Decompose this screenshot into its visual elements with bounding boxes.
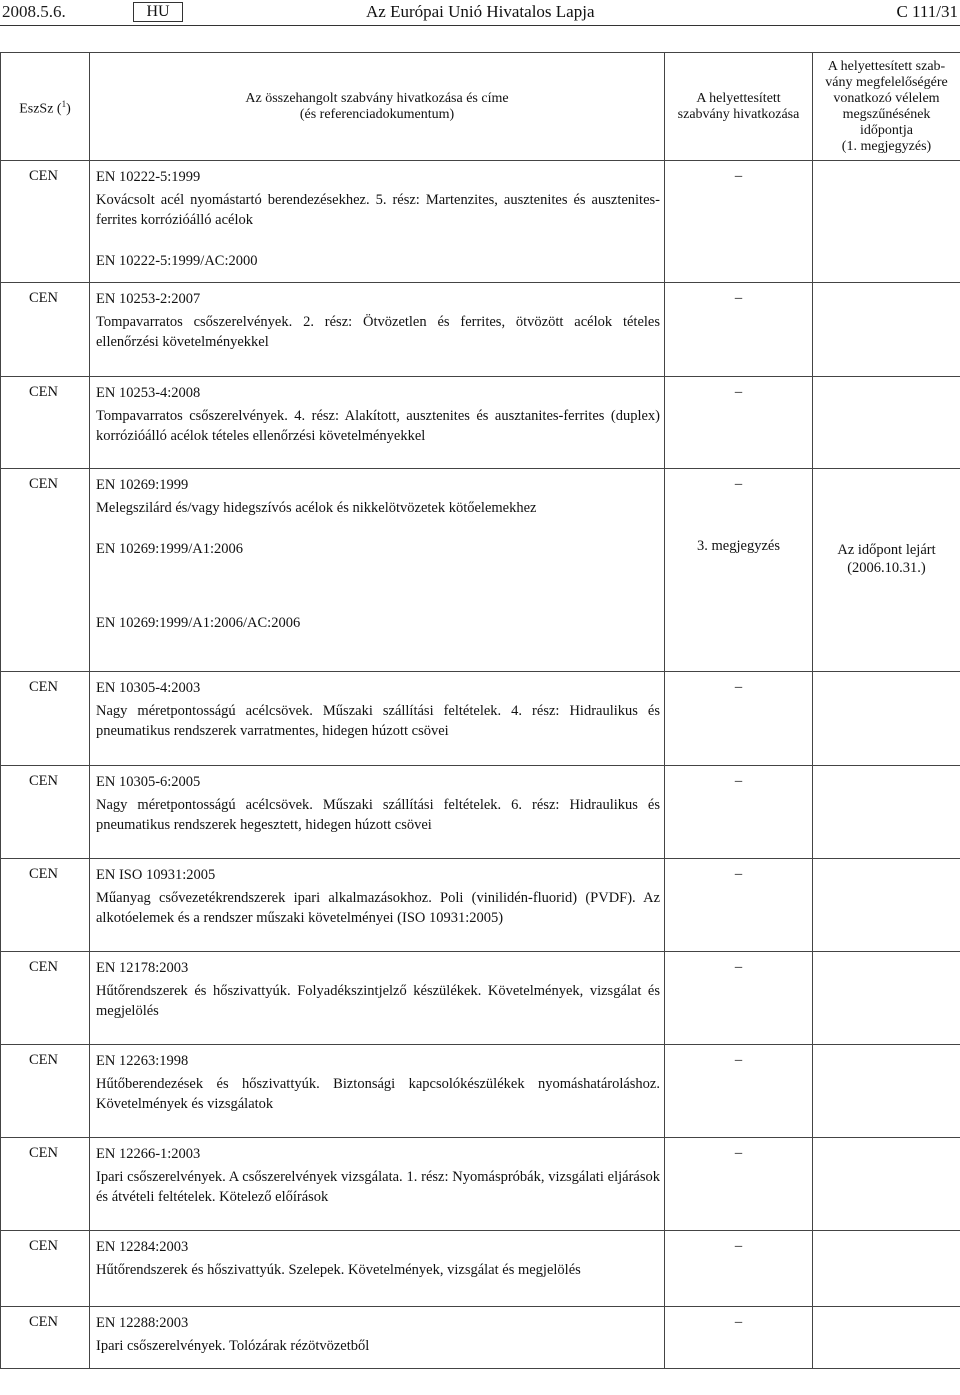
- standard-title: Nagy méretpontosságú acélcsövek. Műszaki szállítási feltételek. 4. rész: Hidraulikus és pneumatikus rendszerek varratmentes, hidegen húzott csövei: [96, 703, 660, 739]
- standard-title: Hűtőberendezések és hőszivattyúk. Biztonsági kapcsolókészülékek nyomáshatároláshoz. Követelmények és vizsgálatok: [96, 1076, 660, 1112]
- standard-code: EN 10253-2:2007: [96, 291, 201, 307]
- org-cell: CEN: [1, 283, 90, 377]
- replaced-cell: –: [665, 952, 813, 1045]
- table-row: [1, 377, 960, 469]
- cessation-date-text: Az időpont lejárt: [837, 542, 936, 558]
- table-row: [1, 283, 960, 377]
- reference-cell: [90, 469, 665, 672]
- cessation-date-cell: [813, 1138, 960, 1231]
- org-cell: CEN: [1, 952, 90, 1045]
- reference-cell: [90, 766, 665, 859]
- reference-cell: [90, 1138, 665, 1231]
- replaced-cell: –: [665, 672, 813, 766]
- org-cell: CEN: [1, 1138, 90, 1231]
- cessation-date-value: (2006.10.31.): [847, 560, 926, 576]
- org-cell: CEN: [1, 161, 90, 283]
- table-header-row: [1, 53, 960, 161]
- reference-cell: [90, 161, 665, 283]
- standard-code: EN 12284:2003: [96, 1239, 189, 1255]
- table-row: [1, 672, 960, 766]
- cessation-date-cell: [813, 672, 960, 766]
- standard-code: EN 12178:2003: [96, 960, 189, 976]
- replaced-cell: –: [665, 1307, 813, 1369]
- replaced-cell: –: [665, 377, 813, 469]
- org-cell: CEN: [1, 1307, 90, 1369]
- language-badge: HU: [133, 2, 183, 22]
- cessation-date-cell: [813, 161, 960, 283]
- standard-title: Hűtőrendszerek és hőszivattyúk. Szelepek. Követelmények, vizsgálat és megjelölés: [96, 1262, 581, 1278]
- standard-title: Tompavarratos csőszerelvények. 4. rész: Alakított, ausztenites és ausztanites-ferrites (duplex) korrózióálló acélok tételes ellenőrzési követelményekkel: [96, 408, 660, 444]
- table-row: [1, 1307, 960, 1369]
- table-row: [1, 1045, 960, 1138]
- col-header-esz: EszSz ($^1$): [1, 53, 90, 161]
- table-row: [1, 469, 960, 672]
- reference-cell: [90, 1231, 665, 1307]
- org-cell: CEN: [1, 469, 90, 672]
- reference-cell: [90, 952, 665, 1045]
- table-row: [1, 952, 960, 1045]
- reference-cell: [90, 377, 665, 469]
- replaced-note: 3. megjegyzés: [697, 538, 780, 554]
- standard-title: Műanyag csővezetékrendszerek ipari alkalmazásokhoz. Poli (vinilidén-fluorid) (PVDF). Az alkotóelemek és a rendszer műszaki követelményei (ISO 10931:2005): [96, 890, 660, 926]
- replaced-cell: –: [665, 1045, 813, 1138]
- standard-title: Kovácsolt acél nyomástartó berendezésekhez. 5. rész: Martenzites, ausztenites és ausztenites-ferrites korrózióálló acélok: [96, 192, 660, 228]
- replaced-cell: –: [665, 161, 813, 283]
- standard-code: EN 10222-5:1999: [96, 169, 201, 185]
- standard-title: Melegszilárd és/vagy hidegszívós acélok és nikkelötvözetek kötőelemekhez: [96, 500, 537, 516]
- standard-code: EN 10305-6:2005: [96, 774, 201, 790]
- page-header: [0, 0, 960, 26]
- org-cell: CEN: [1, 1045, 90, 1138]
- org-cell: CEN: [1, 377, 90, 469]
- cessation-date-cell: [813, 766, 960, 859]
- amendment-code: EN 10222-5:1999/AC:2000: [96, 253, 258, 269]
- page-number: C 111/31: [896, 2, 958, 21]
- cessation-date-cell: [813, 283, 960, 377]
- amendment-code: EN 10269:1999/A1:2006: [96, 541, 244, 557]
- table-row: [1, 859, 960, 952]
- table-row: [1, 766, 960, 859]
- replaced-cell: –: [665, 1231, 813, 1307]
- org-cell: CEN: [1, 766, 90, 859]
- org-cell: CEN: [1, 1231, 90, 1307]
- standard-code: EN 10253-4:2008: [96, 385, 201, 401]
- replaced-cell: –: [665, 766, 813, 859]
- standard-title: Hűtőrendszerek és hőszivattyúk. Folyadékszintjelző készülékek. Követelmények, vizsgálat és megjelölés: [96, 983, 660, 1019]
- replaced-cell: –: [665, 283, 813, 377]
- publication-date: 2008.5.6.: [2, 2, 66, 21]
- standard-code: EN 12263:1998: [96, 1053, 189, 1069]
- reference-cell: [90, 1307, 665, 1369]
- table-row: [1, 1231, 960, 1307]
- reference-cell: [90, 1045, 665, 1138]
- standard-title: Tompavarratos csőszerelvények. 2. rész: Ötvözetlen és ferrites, ötvözött acélok tételes ellenőrzési követelményekkel: [96, 314, 660, 350]
- standard-code: EN 12288:2003: [96, 1315, 189, 1331]
- col-header-replaced: A helyettesített szabvány hivatkozása: [665, 53, 813, 161]
- journal-title: Az Európai Unió Hivatalos Lapja: [366, 2, 595, 21]
- col-header-cessation-date: A helyettesített szab- vány megfelelőségére vonatkozó vélelem megszűnésének időpontja (1. megjegyzés): [813, 53, 960, 161]
- col-header-reference: Az összehangolt szabvány hivatkozása és címe (és referenciadokumentum): [90, 53, 665, 161]
- cessation-date-cell: [813, 1307, 960, 1369]
- reference-cell: [90, 283, 665, 377]
- table-row: [1, 161, 960, 283]
- standard-title: Ipari csőszerelvények. Tolózárak rézötvözetből: [96, 1338, 370, 1354]
- cessation-date-cell: [813, 1231, 960, 1307]
- replaced-cell: –: [665, 1138, 813, 1231]
- org-cell: CEN: [1, 672, 90, 766]
- org-cell: CEN: [1, 859, 90, 952]
- cessation-date-cell: [813, 1045, 960, 1138]
- standard-code: EN ISO 10931:2005: [96, 867, 216, 883]
- replaced-cell: – 3. megjegyzés: [665, 469, 813, 672]
- standard-title: Nagy méretpontosságú acélcsövek. Műszaki szállítási feltételek. 6. rész: Hidraulikus és pneumatikus rendszerek hegesztett, hidegen húzott csövei: [96, 797, 660, 833]
- cessation-date-cell: [813, 952, 960, 1045]
- standard-code: EN 10305-4:2003: [96, 680, 201, 696]
- cessation-date-cell: [813, 859, 960, 952]
- standard-title: Ipari csőszerelvények. A csőszerelvények vizsgálata. 1. rész: Nyomáspróbák, vizsgálati eljárások és átvételi feltételek. Kötelező előírások: [96, 1169, 660, 1205]
- cessation-date-cell: [813, 469, 960, 672]
- reference-cell: [90, 859, 665, 952]
- standard-code: EN 10269:1999: [96, 477, 189, 493]
- replaced-cell: –: [665, 859, 813, 952]
- reference-cell: [90, 672, 665, 766]
- table-row: [1, 1138, 960, 1231]
- standards-table: [0, 52, 960, 1369]
- cessation-date-cell: [813, 377, 960, 469]
- standard-code: EN 12266-1:2003: [96, 1146, 201, 1162]
- amendment-code: EN 10269:1999/A1:2006/AC:2006: [96, 615, 301, 631]
